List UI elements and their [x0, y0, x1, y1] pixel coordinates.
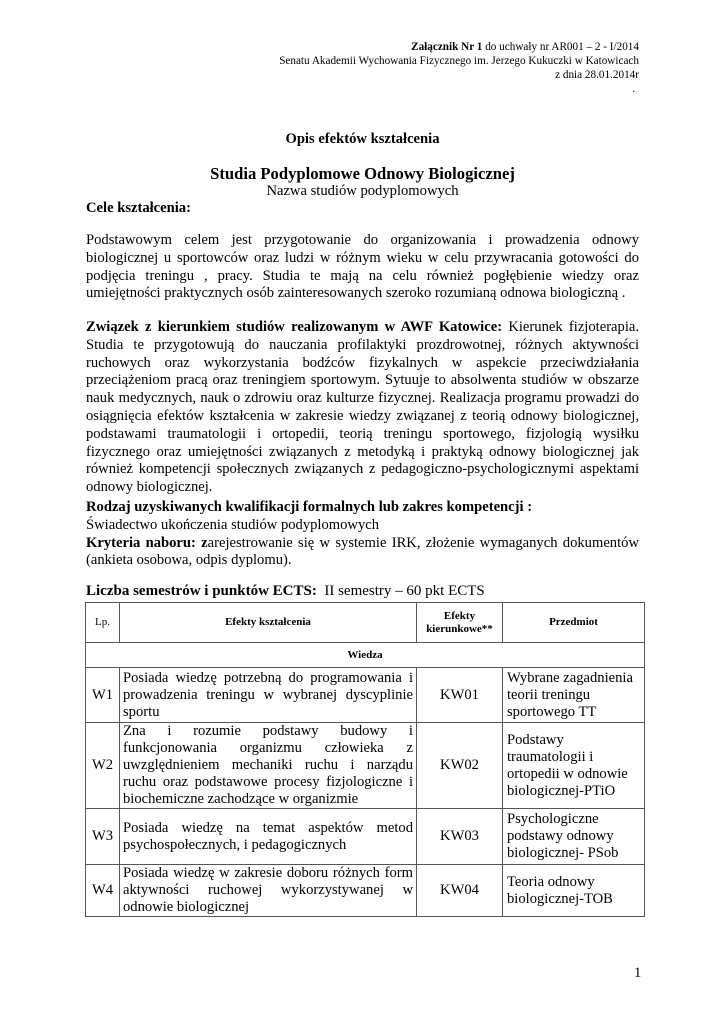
row-lp: W2 — [86, 723, 120, 809]
header-dot: . — [632, 83, 635, 95]
program-caption: Nazwa studiów podyplomowych — [266, 183, 459, 199]
senate-line: Senatu Akademii Wychowania Fizycznego im. Jerzego Kukuczki w Katowicach — [279, 55, 639, 67]
row-lp: W4 — [86, 865, 120, 917]
header-subject: Przedmiot — [503, 603, 645, 643]
semesters-ects-heading: Liczba semestrów i punktów ECTS: — [86, 583, 317, 599]
page-number: 1 — [634, 965, 642, 981]
table-row — [86, 809, 645, 865]
semesters-ects-value: II semestry – 60 pkt ECTS — [316, 583, 485, 599]
row-field-outcome: KW03 — [417, 809, 503, 865]
qualifications-text: Świadectwo ukończenia studiów podyplomowych — [86, 516, 380, 533]
row-outcome: Posiada wiedzę na temat aspektów metod psychospołecznych, i pedagogicznych — [120, 809, 417, 865]
admission-criteria — [86, 535, 639, 571]
row-field-outcome: KW02 — [417, 723, 503, 809]
goals-paragraph: Podstawowym celem jest przygotowanie do organizowania i prowadzenia odnowy biologicznej u sportowców oraz ludzi w różnym wieku w celu przywracania gotowości do podjęcia treningu , pracy. Studia te mają na celu również pogłębienie wiedzy oraz umiejętności praktycznych osób zainteresowanych szeroko rozumianą odnowa biologiczną . — [86, 232, 639, 302]
attachment-header-line — [411, 40, 639, 54]
row-lp: W3 — [86, 809, 120, 865]
row-outcome: Posiada wiedzę potrzebną do programowania i prowadzenia treningu w wybranej dyscyplinie sportu — [120, 668, 417, 723]
group-row-knowledge — [86, 643, 645, 668]
table-header-row — [86, 603, 645, 643]
goals-heading: Cele kształcenia: — [86, 200, 191, 216]
admission-criteria-text: arejestrowanie się w systemie IRK, złożenie wymaganych dokumentów (ankieta osobowa, odpis dyplomu). — [86, 534, 639, 569]
semesters-ects-line — [86, 583, 639, 601]
relation-paragraph — [86, 319, 639, 497]
row-outcome: Zna i rozumie podstawy budowy i funkcjonowania organizmu człowieka z uwzględnieniem mechaniki ruchu i narządu ruchu oraz podstawowe procesy fizjologiczne i biochemiczne zachodzące w organizmie — [120, 723, 417, 809]
header-lp: Lp. — [86, 603, 120, 643]
qualifications-block — [86, 499, 639, 570]
table-row — [86, 668, 645, 723]
row-subject: Psychologiczne podstawy odnowy biologicznej- PSob — [503, 809, 645, 865]
row-subject: Teoria odnowy biologicznej-TOB — [503, 865, 645, 917]
qualifications-heading: Rodzaj uzyskiwanych kwalifikacji formalnych lub zakres kompetencji : — [86, 499, 533, 515]
program-title: Studia Podyplomowe Odnowy Biologicznej — [210, 164, 515, 183]
row-subject: Wybrane zagadnienia teorii treningu sportowego TT — [503, 668, 645, 723]
row-field-outcome: KW01 — [417, 668, 503, 723]
attachment-number: Załącznik Nr 1 — [411, 41, 483, 53]
admission-criteria-heading: Kryteria naboru: z — [86, 534, 208, 551]
header-field-outcomes: Efekty kierunkowe** — [417, 603, 503, 643]
resolution-reference: do uchwały nr AR001 – 2 - I/2014 — [482, 41, 639, 53]
row-lp: W1 — [86, 668, 120, 723]
row-outcome: Posiada wiedzę w zakresie doboru różnych form aktywności ruchowej wykorzystywanej w odnowie biologicznej — [120, 865, 417, 917]
relation-heading: Związek z kierunkiem studiów realizowanym w AWF Katowice: — [86, 319, 503, 335]
table-row — [86, 723, 645, 809]
row-subject: Podstawy traumatologii i ortopedii w odnowie biologicznej-PTiO — [503, 723, 645, 809]
group-label: Wiedza — [86, 643, 645, 668]
row-field-outcome: KW04 — [417, 865, 503, 917]
learning-outcomes-table — [85, 602, 645, 917]
header-learning-outcomes: Efekty kształcenia — [120, 603, 417, 643]
table-row — [86, 865, 645, 917]
relation-text: Kierunek fizjoterapia. Studia te przygotowują do nauczania profilaktyki prozdrowotnej, różnych aktywności ruchowych oraz wykorzystania bodźców fizykalnych w aspekcie przeciwdziałania przeciążeniom pracą oraz treningiem sportowym. Sytuuje to absolwenta studiów w obszarze nauk medycznych, nauk o zdrowiu oraz kulturze fizycznej. Realizacja programu prowadzi do osiągnięcia efektów kształcenia w zakresie wiedzy związanej z teorią odnowy biologicznej, podstawami traumatologii i ortopedii, teorią treningu sportowego, fizjologią wysiłku fizycznego oraz umiejętności związanych z metodyką i praktyką odnowy biologicznej jak również kompetencji społecznych związanych z pedagogiczno-psychologicznymi aspektami odnowy biologicznej. — [86, 319, 640, 496]
document-title: Opis efektów kształcenia — [285, 131, 440, 147]
date-line: z dnia 28.01.2014r — [555, 69, 639, 81]
